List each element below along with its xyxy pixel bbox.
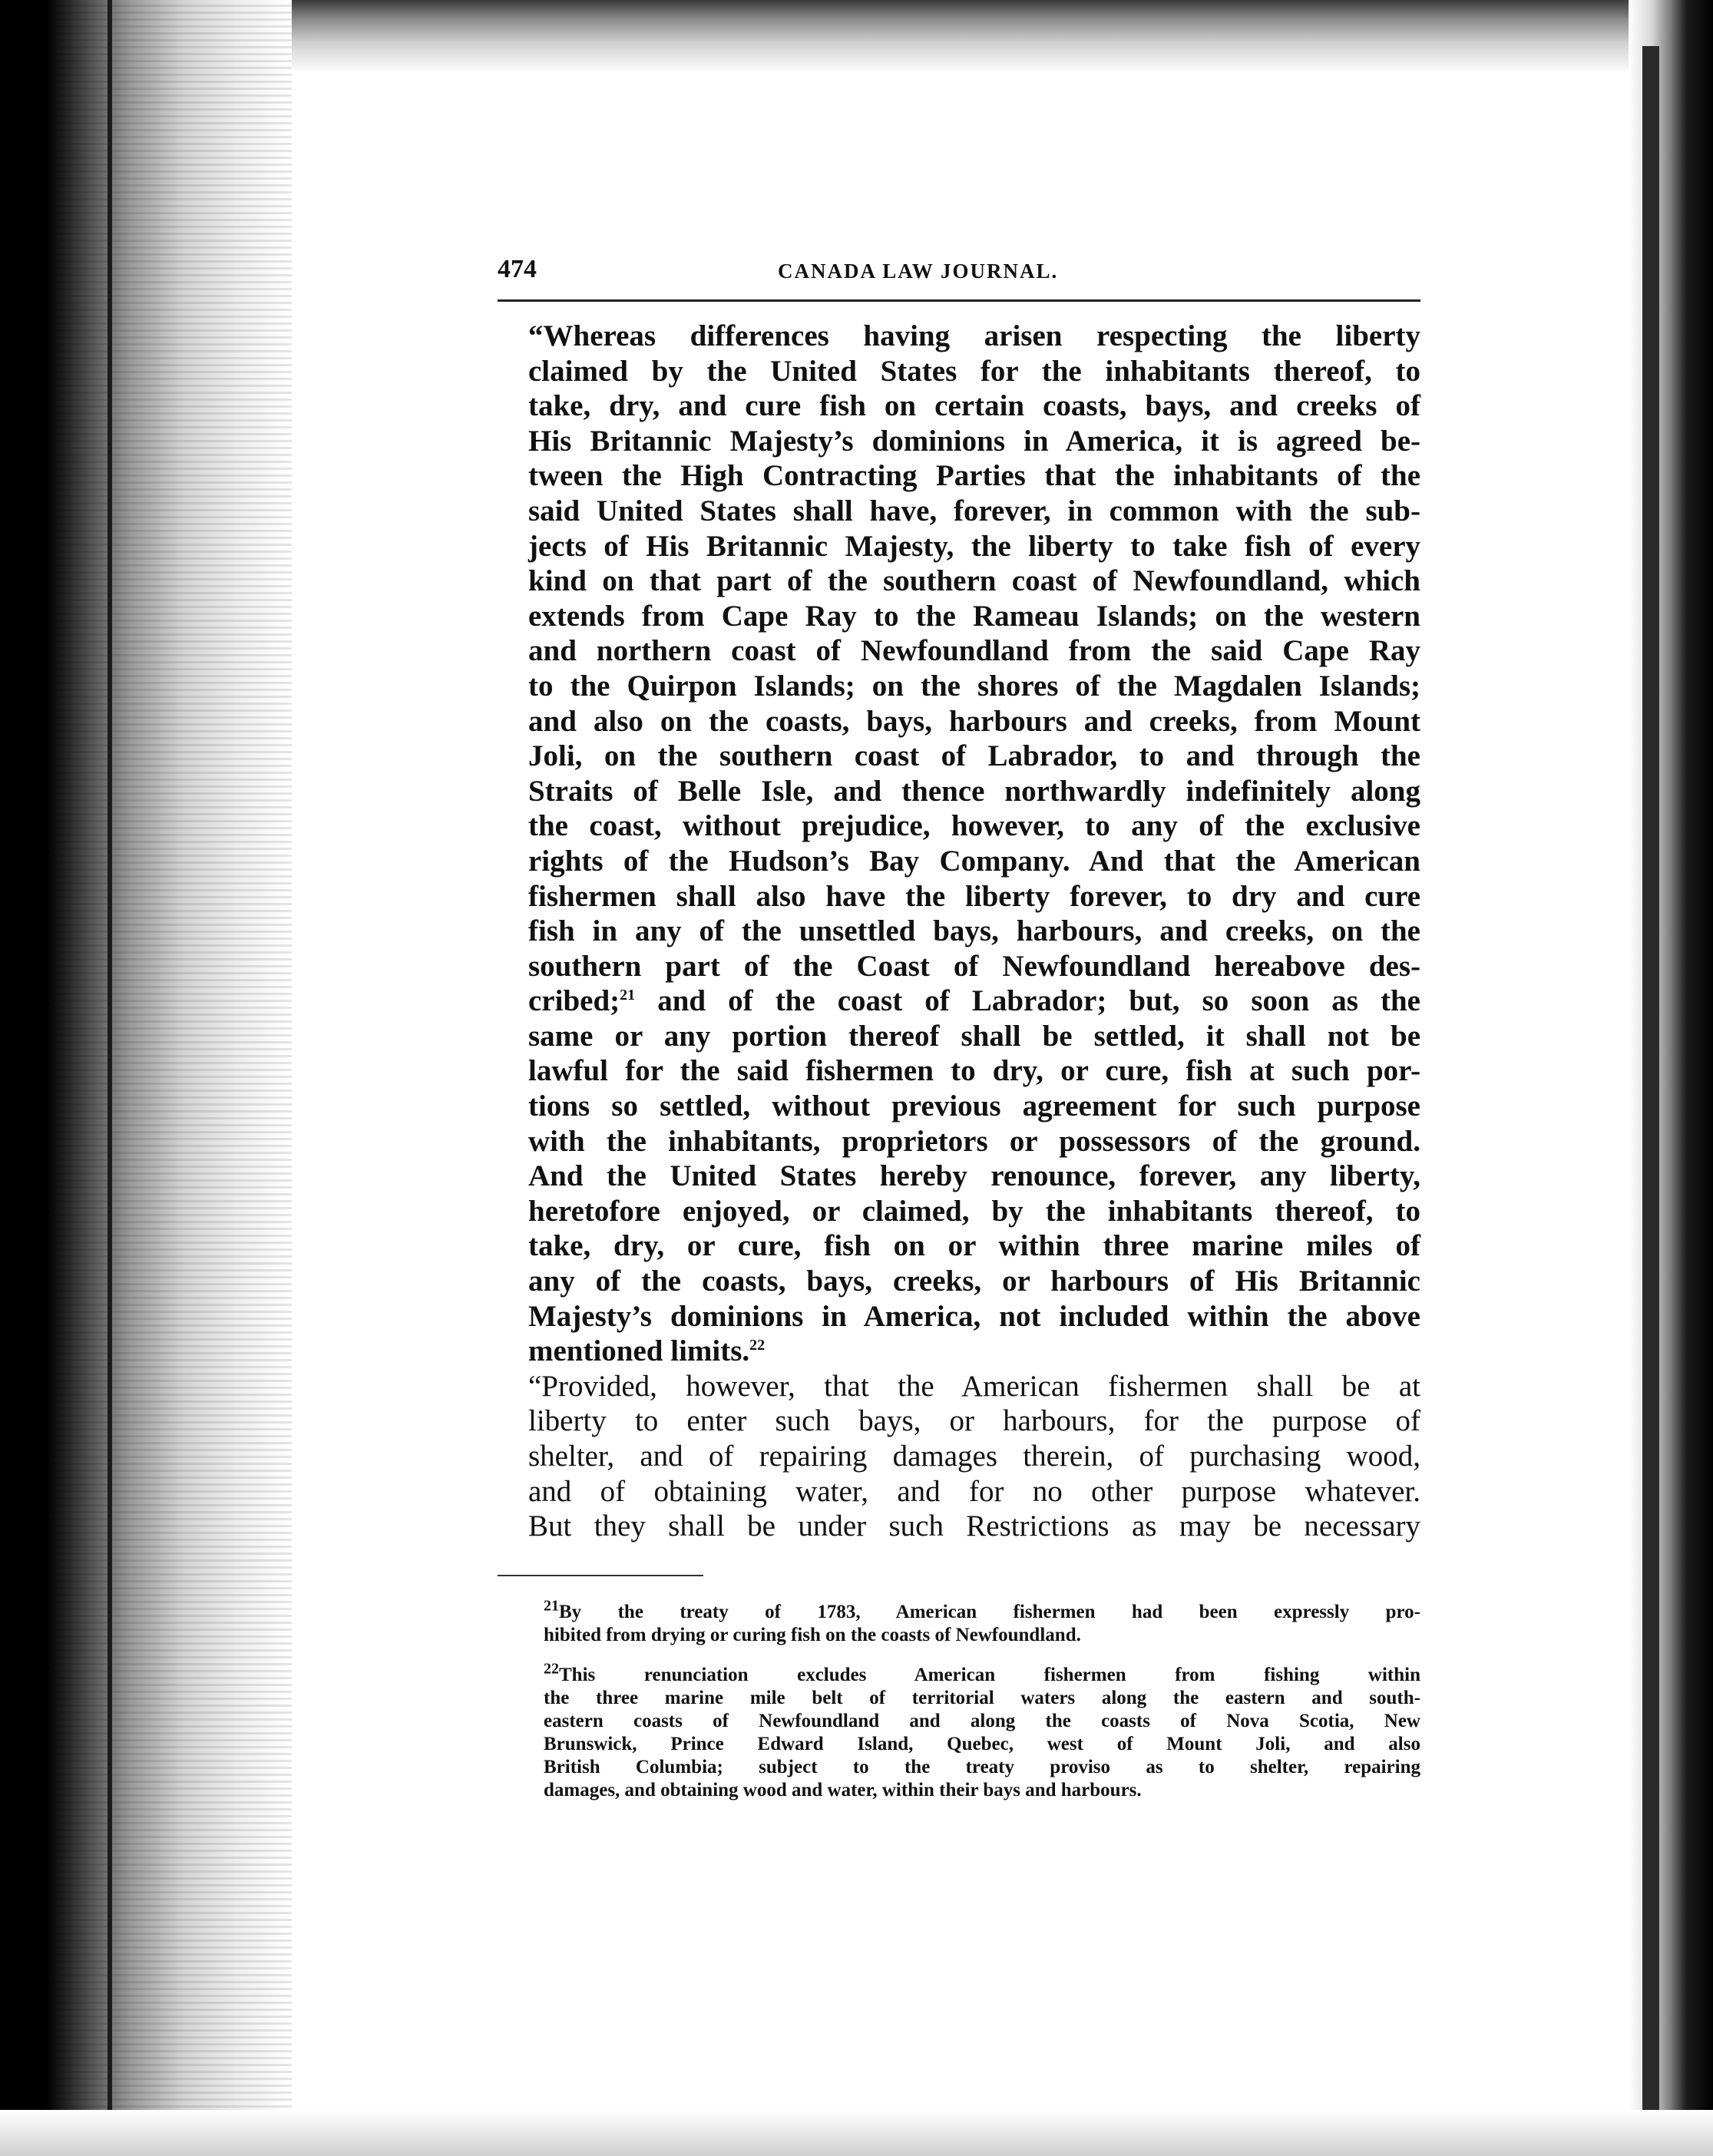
footnote-line bbox=[498, 1660, 1420, 1687]
footnote-ref-21: 21 bbox=[620, 987, 636, 1004]
text-fragment: and of the coast of Labrador; but, so soon as the bbox=[635, 984, 1420, 1018]
text-line: take, dry, or cure, fish on or within three marine miles of bbox=[528, 1229, 1420, 1263]
text-line: His Britannic Majesty’s dominions in America, it is agreed be- bbox=[528, 424, 1420, 458]
body-text bbox=[498, 319, 1420, 1544]
running-title: CANADA LAW JOURNAL. bbox=[778, 260, 1059, 283]
footnote-line: British Columbia; subject to the treaty proviso as to shelter, repairing bbox=[544, 1756, 1420, 1777]
scan-edge-right-band bbox=[1642, 46, 1659, 2150]
text-line: But they shall be under such Restrictions as may be necessary bbox=[528, 1510, 1420, 1543]
text-line: southern part of the Coast of Newfoundland hereabove des- bbox=[528, 949, 1420, 983]
footnote-line: the three marine mile belt of territorial waters along the eastern and south- bbox=[544, 1687, 1420, 1708]
page-number: 474 bbox=[498, 255, 537, 283]
text-fragment: By the treaty of 1783, American fishermen had been expressly pro- bbox=[559, 1601, 1420, 1622]
text-line: shelter, and of repairing damages therein, of purchasing wood, bbox=[528, 1440, 1420, 1473]
text-line: fishermen shall also have the liberty forever, to dry and cure bbox=[528, 879, 1420, 913]
text-line-with-footnote bbox=[498, 984, 1420, 1019]
text-line: liberty to enter such bays, or harbours, for the purpose of bbox=[528, 1404, 1420, 1438]
text-fragment: cribed; bbox=[528, 984, 620, 1018]
text-line: claimed by the United States for the inhabitants thereof, to bbox=[528, 354, 1420, 388]
footnote-line: Brunswick, Prince Edward Island, Quebec, west of Mount Joli, and also bbox=[544, 1733, 1420, 1754]
footnote-22 bbox=[498, 1660, 1420, 1802]
text-line: to the Quirpon Islands; on the shores of the Magdalen Islands; bbox=[528, 669, 1420, 703]
footnotes bbox=[498, 1597, 1420, 1802]
text-line: Majesty’s dominions in America, not included within the above bbox=[528, 1299, 1420, 1333]
text-line: said United States shall have, forever, in common with the sub- bbox=[528, 494, 1420, 527]
text-line: extends from Cape Ray to the Rameau Islands; on the western bbox=[528, 599, 1420, 633]
text-line: “Whereas differences having arisen respecting the liberty bbox=[528, 319, 1420, 352]
page-header bbox=[498, 253, 1420, 302]
text-line: lawful for the said fishermen to dry, or cure, fish at such por- bbox=[528, 1054, 1420, 1088]
text-line: kind on that part of the southern coast of Newfoundland, which bbox=[528, 564, 1420, 598]
footnote-line: damages, and obtaining wood and water, within their bays and harbours. bbox=[544, 1779, 1142, 1801]
scan-binding-line bbox=[107, 0, 112, 2156]
footnote-line: hibited from drying or curing fish on the coasts of Newfoundland. bbox=[544, 1624, 1081, 1645]
footnote-21 bbox=[498, 1597, 1420, 1647]
footnote-divider bbox=[498, 1575, 703, 1576]
paragraph-proviso bbox=[498, 1369, 1420, 1544]
text-line: same or any portion thereof shall be settled, it shall not be bbox=[528, 1019, 1420, 1053]
footnote-mark: 22 bbox=[544, 1660, 559, 1678]
footnote-line bbox=[498, 1597, 1420, 1624]
scan-edge-right bbox=[1629, 0, 1713, 2156]
text-line: with the inhabitants, proprietors or possessors of the ground. bbox=[528, 1124, 1420, 1158]
text-line: tions so settled, without previous agreement for such purpose bbox=[528, 1090, 1420, 1123]
text-line: Straits of Belle Isle, and thence northwardly indefinitely along bbox=[528, 774, 1420, 808]
text-fragment: mentioned limits. bbox=[528, 1334, 750, 1368]
text-line: tween the High Contracting Parties that the inhabitants of the bbox=[528, 459, 1420, 493]
text-line: And the United States hereby renounce, forever, any liberty, bbox=[528, 1159, 1420, 1193]
scan-edge-bottom bbox=[0, 2110, 1713, 2156]
text-line: and northern coast of Newfoundland from the said Cape Ray bbox=[528, 634, 1420, 668]
text-line: heretofore enjoyed, or claimed, by the inhabitants thereof, to bbox=[528, 1194, 1420, 1228]
text-line: jects of His Britannic Majesty, the liberty to take fish of every bbox=[528, 529, 1420, 563]
text-line: any of the coasts, bays, creeks, or harbours of His Britannic bbox=[528, 1265, 1420, 1298]
paragraph-treaty-article bbox=[498, 319, 1420, 1369]
text-line: Joli, on the southern coast of Labrador, to and through the bbox=[528, 739, 1420, 773]
text-line-last bbox=[498, 1334, 1420, 1369]
text-line: rights of the Hudson’s Bay Company. And that the American bbox=[528, 844, 1420, 878]
text-line: fish in any of the unsettled bays, harbours, and creeks, on the bbox=[528, 914, 1420, 948]
text-fragment: This renunciation excludes American fishermen from fishing within bbox=[559, 1664, 1420, 1685]
book-page bbox=[498, 253, 1420, 1819]
text-line: take, dry, and cure fish on certain coasts, bays, and creeks of bbox=[528, 389, 1420, 423]
footnote-mark: 21 bbox=[544, 1597, 559, 1615]
text-line: and also on the coasts, bays, harbours and creeks, from Mount bbox=[528, 704, 1420, 738]
footnote-line: eastern coasts of Newfoundland and along the coasts of Nova Scotia, New bbox=[544, 1710, 1420, 1731]
scan-edge-left bbox=[0, 0, 292, 2156]
footnote-ref-22: 22 bbox=[749, 1337, 766, 1354]
text-line: the coast, without prejudice, however, to any of the exclusive bbox=[528, 809, 1420, 843]
text-line: and of obtaining water, and for no other purpose whatever. bbox=[528, 1474, 1420, 1508]
text-line: “Provided, however, that the American fishermen shall be at bbox=[528, 1369, 1420, 1403]
